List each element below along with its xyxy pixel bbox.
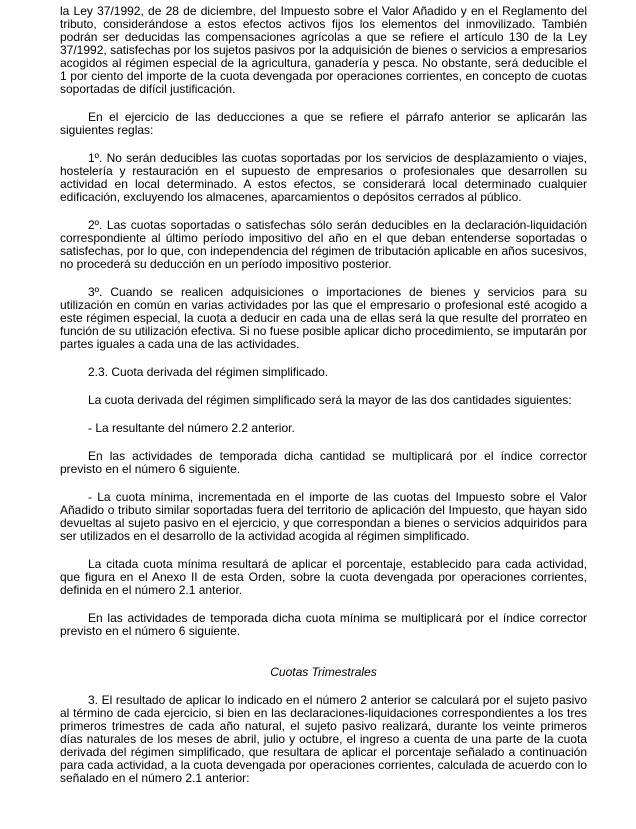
paragraph-anexo-ii: La citada cuota mínima resultará de aplicar el porcentaje, establecido para cada actividad, que figura en el Anexo II de esta Orden, sobre la cuota devengada por operaciones corrientes, definida en el número 2.1 anterior. (60, 557, 587, 597)
paragraph-rule-1: 1º. No serán deducibles las cuotas soportadas por los servicios de desplazamiento o viajes, hostelería y restauración en el supuesto de empresarios o profesionales que desarrollen su actividad en local determinado. A estos efectos, se considerará local determinado cualquier edificación, excluyendo los almacenes, aparcamientos o depósitos cerrados al público. (60, 151, 587, 204)
paragraph-rule-3: 3º. Cuando se realicen adquisiciones o importaciones de bienes y servicios para su utilización en común en varias actividades por las que el empresario o profesional esté acogido a este régimen especial, la cuota a deducir en cada una de ellas será la que resulte del prorrateo en función de su utilización efectiva. Si no fuese posible aplicar dicho procedimiento, se imputarán por partes iguales a cada una de las actividades. (60, 285, 587, 351)
paragraph-cuota-derivada: La cuota derivada del régimen simplificado será la mayor de las dos cantidades siguientes: (88, 393, 572, 407)
paragraph-temporada-1: En las actividades de temporada dicha cantidad se multiplicará por el índice corrector previsto en el número 6 siguiente. (60, 449, 587, 476)
paragraph-cuota-minima: - La cuota mínima, incrementada en el importe de las cuotas del Impuesto sobre el Valor Añadido o tributo similar soportadas fuera del territorio de aplicación del Impuesto, que hayan sido devueltas al sujeto pasivo en el ejercicio, y que correspondan a bienes o servicios adquiridos para ser utilizados en el desarrollo de la actividad acogida al régimen simplificado. (60, 490, 587, 543)
paragraph-cuotas-trimestrales: 3. El resultado de aplicar lo indicado en el número 2 anterior se calculará por el sujeto pasivo al término de cada ejercicio, si bien en las declaraciones-liquidaciones correspondientes a los tres primeros trimestres de cada año natural, el sujeto pasivo realizará, durante los veinte primeros días naturales de los meses de abril, julio y octubre, el ingreso a cuenta de una parte de la cuota derivada del régimen simplificado, que resultara de aplicar el porcentaje señalado a continuación para cada actividad, a la cuota devengada por operaciones corrientes, calculada de acuerdo con lo señalado en el número 2.1 anterior: (60, 693, 588, 785)
paragraph-temporada-2: En las actividades de temporada dicha cuota mínima se multiplicará por el índice corrector previsto en el número 6 siguiente. (60, 611, 587, 638)
paragraph-deduction-rules-intro: En el ejercicio de las deducciones a que se refiere el párrafo anterior se aplicarán las siguientes reglas: (60, 110, 587, 137)
paragraph-rule-2: 2º. Las cuotas soportadas o satisfechas sólo serán deducibles en la declaración-liquidación correspondiente al último período impositivo del año en el que deban entenderse soportadas o satisfechas, por lo que, con independencia del régimen de tributación aplicable en años sucesivos, no procederá su deducción en un período impositivo posterior. (60, 218, 587, 271)
section-title: Cuotas Trimestrales (270, 665, 377, 679)
paragraph-resultante: - La resultante del número 2.2 anterior. (88, 421, 295, 435)
paragraph-continuation: la Ley 37/1992, de 28 de diciembre, del Impuesto sobre el Valor Añadido y en el Reglamento del tributo, considerándose a estos efectos activos fijos los elementos del inmovilizado. También podrán ser deducidas las compensaciones agrícolas a que se refiere el artículo 130 de la Ley 37/1992, satisfechas por los sujetos pasivos por la adquisición de bienes o servicios a empresarios acogidos al régimen especial de la agricultura, ganadería y pesca. No obstante, será deducible el 1 por ciento del importe de la cuota devengada por operaciones corrientes, en concepto de cuotas soportadas de difícil justificación. (60, 4, 587, 96)
document-body (60, 5, 587, 800)
paragraph-heading-2-3: 2.3. Cuota derivada del régimen simplificado. (88, 365, 329, 379)
